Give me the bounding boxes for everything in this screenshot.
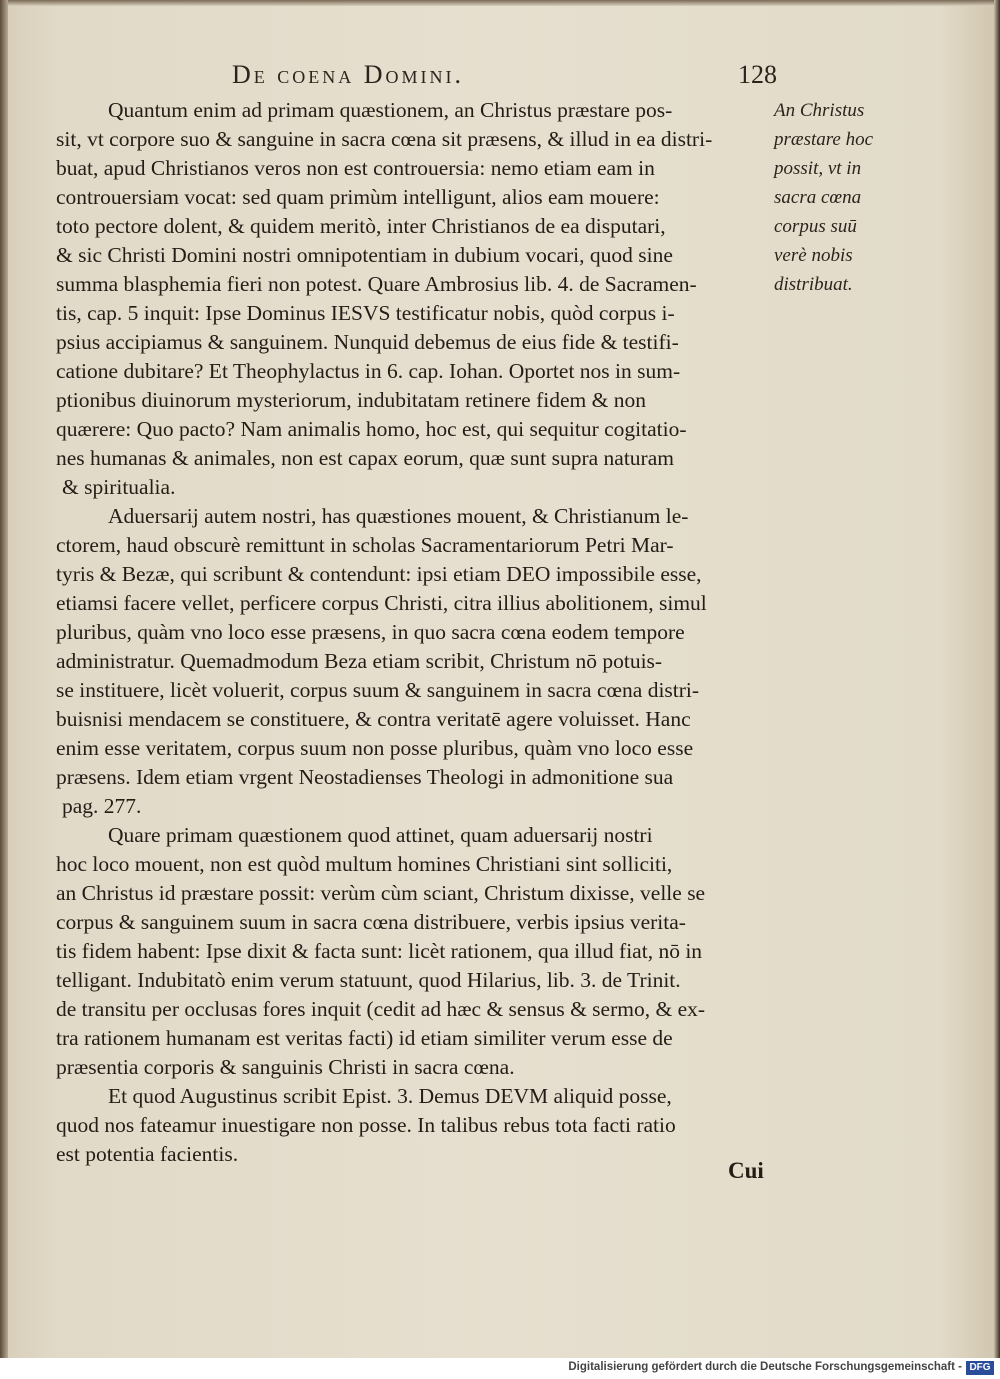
marginal-note-line: possit, vt in	[774, 158, 862, 179]
text-line: & sic Christi Domini nostri omnipotentiam in dubium vocari, quod sine	[56, 243, 673, 267]
text-line: Quantum enim ad primam quæstionem, an Christus præstare pos-	[108, 98, 673, 122]
text-line: tis, cap. 5 inquit: Ipse Dominus IESVS testificatur nobis, quòd corpus i-	[56, 301, 675, 325]
text-line: psius accipiamus & sanguinem. Nunquid debemus de eius fide & testifi-	[56, 330, 679, 354]
marginal-note	[774, 96, 904, 299]
text-line: corpus & sanguinem suum in sacra cœna distribuere, verbis ipsius verita-	[56, 910, 686, 934]
digitization-footer	[0, 1358, 1000, 1379]
marginal-note-line: distribuat.	[774, 274, 853, 295]
text-line: quod nos fateamur inuestigare non posse. In talibus rebus tota facti ratio	[56, 1113, 676, 1137]
marginal-note-line: sacra cœna	[774, 187, 862, 208]
text-line: se instituere, licèt voluerit, corpus suum & sanguinem in sacra cœna distri-	[56, 678, 700, 702]
text-line: tis fidem habent: Ipse dixit & facta sunt: licèt rationem, qua illud fiat, nō in	[56, 939, 703, 963]
text-line: etiamsi facere vellet, perficere corpus Christi, citra illius abolitionem, simul	[56, 591, 707, 615]
page-top-edge	[0, 0, 1000, 6]
text-line: summa blasphemia fieri non potest. Quare Ambrosius lib. 4. de Sacramen-	[56, 272, 697, 296]
footer-credit: Digitalisierung gefördert durch die Deutsche Forschungsgemeinschaft -	[568, 1361, 962, 1373]
text-line: sit, vt corpore suo & sanguine in sacra cœna sit præsens, & illud in ea distri-	[56, 127, 713, 151]
text-line: buisnisi mendacem se constituere, & contra veritatē agere voluisset. Hanc	[56, 707, 691, 731]
text-line: catione dubitare? Et Theophylactus in 6. cap. Iohan. Oportet nos in sum-	[56, 359, 681, 383]
text-line: de transitu per occlusas fores inquit (cedit ad hæc & sensus & sermo, & ex-	[56, 997, 706, 1021]
text-line: Quare primam quæstionem quod attinet, quam aduersarij nostri	[108, 823, 653, 847]
text-line: an Christus id præstare possit: verùm cùm sciant, Christum dixisse, velle se	[56, 881, 706, 905]
text-line: Aduersarij autem nostri, has quæstiones mouent, & Christianum le-	[108, 504, 689, 528]
marginal-note-line: verè nobis	[774, 245, 853, 266]
text-line: administratur. Quemadmodum Beza etiam scribit, Christum nō potuis-	[56, 649, 663, 673]
text-line: hoc loco mouent, non est quòd multum homines Christiani sint solliciti,	[56, 852, 673, 876]
text-line: Et quod Augustinus scribit Epist. 3. Demus DEVM aliquid posse,	[108, 1084, 672, 1108]
text-line: tra rationem humanam est veritas facti) id etiam similiter verum esse de	[56, 1026, 673, 1050]
text-line: pluribus, quàm vno loco esse præsens, in quo sacra cœna eodem tempore	[56, 620, 685, 644]
text-line: est potentia facientis.	[56, 1142, 239, 1166]
text-line: pag. 277.	[62, 794, 142, 818]
page-right-edge	[994, 0, 1000, 1358]
text-line: enim esse veritatem, corpus suum non posse pluribus, quàm vno loco esse	[56, 736, 694, 760]
marginal-note-line: præstare hoc	[774, 129, 874, 150]
catchword: Cui	[728, 1158, 764, 1183]
text-line: telligant. Indubitatò enim verum statuunt, quod Hilarius, lib. 3. de Trinit.	[56, 968, 681, 992]
running-head: De coena Domini.	[232, 60, 465, 89]
text-line: præsentia corporis & sanguinis Christi in sacra cœna.	[56, 1055, 515, 1079]
text-line: controuersiam vocat: sed quam primùm intelligunt, alios eam mouere:	[56, 185, 660, 209]
text-line: ptionibus diuinorum mysteriorum, indubitatam retinere fidem & non	[56, 388, 646, 412]
text-line: quærere: Quo pacto? Nam animalis homo, hoc est, qui sequitur cogitatio-	[56, 417, 687, 441]
text-line: præsens. Idem etiam vrgent Neostadienses Theologi in admonitione sua	[56, 765, 674, 789]
marginal-note-line: An Christus	[774, 100, 865, 121]
text-line: ctorem, haud obscurè remittunt in scholas Sacramentariorum Petri Mar-	[56, 533, 674, 557]
page-number: 128	[738, 60, 777, 89]
dfg-logo-icon: DFG	[966, 1361, 994, 1375]
body-text	[56, 96, 786, 1169]
text-line: & spiritualia.	[62, 475, 176, 499]
text-line: toto pectore dolent, & quidem meritò, inter Christianos de ea disputari,	[56, 214, 666, 238]
text-line: tyris & Bezæ, qui scribunt & contendunt: ipsi etiam DEO impossibile esse,	[56, 562, 702, 586]
text-line: nes humanas & animales, non est capax eorum, quæ sunt supra naturam	[56, 446, 674, 470]
marginal-note-line: corpus suū	[774, 216, 857, 237]
page-left-edge	[0, 0, 8, 1358]
text-line: buat, apud Christianos veros non est controuersia: nemo etiam eam in	[56, 156, 655, 180]
